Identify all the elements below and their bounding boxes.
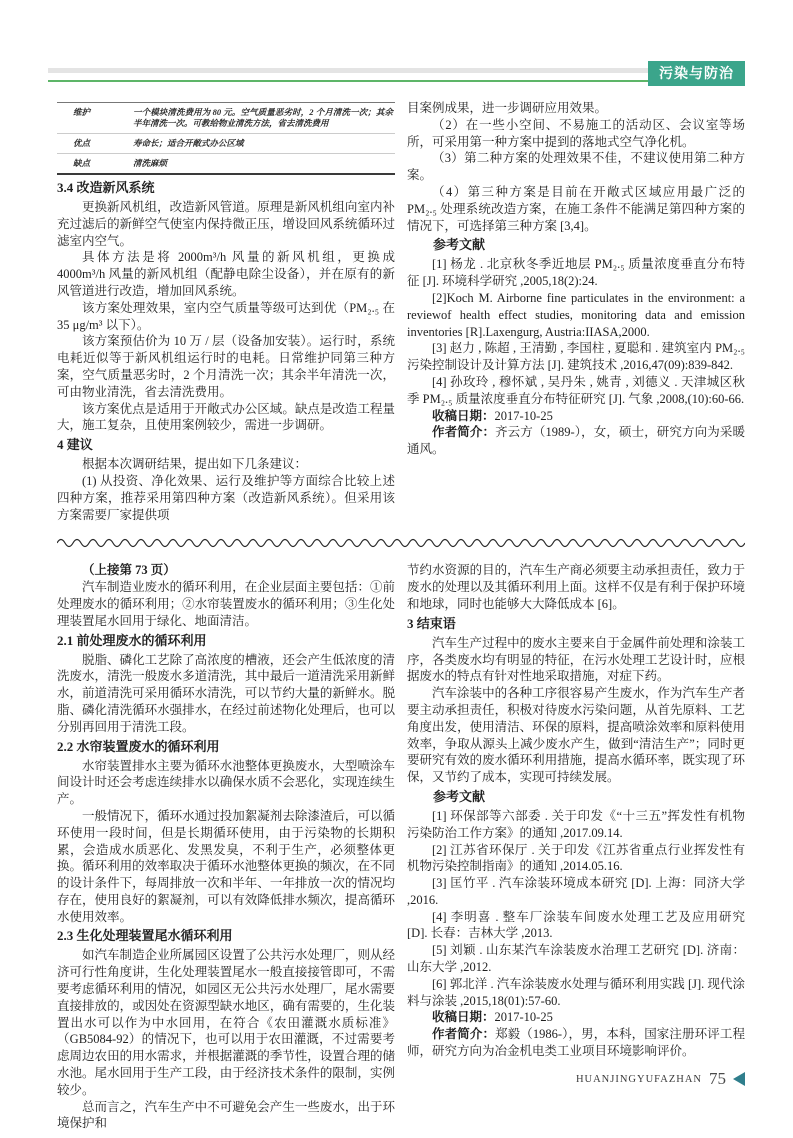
paragraph: 如汽车制造企业所属园区设置了公共污水处理厂，则从经济可行性角度讲，生化处理装置尾水一般直接接管即可，不需要考虑循环利用的情况，如园区无公共污水处理厂，尾水需要直接排放的，或因处在资源型缺水地区，确有需要的，生化装置出水可以作为中水回用，在符合《农田灌溉水质标准》（GB5084-92）的情况下，也可以用于农田灌溉，不过需要考虑周边农田的用水需求，并根据灌溉的季节性，设置合理的储水池。尾水回用于生产工段，由于经济技术条件的限制，实例较少。 <box>57 948 395 1097</box>
article1-columns <box>57 100 745 523</box>
received-date-label: 收稿日期： <box>432 408 495 423</box>
paragraph: 汽车制造业废水的循环利用，在企业层面主要包括：①前处理废水的循环利用；②水帘装置废水的循环利用；③生化处理装置尾水回用于绿化、地面清洁。 <box>57 580 395 628</box>
section-heading-3-4: 3.4 改造新风系统 <box>57 180 155 195</box>
paragraph: （3）第二种方案的处理效果不佳，不建议使用第二种方案。 <box>407 151 745 183</box>
paragraph: 根据本次调研结果，提出如下几条建议： <box>82 457 308 472</box>
table-row-text: 寿命长；适合开敞式办公区域 <box>133 134 395 154</box>
table-row-text: 清洗麻烦 <box>133 154 395 175</box>
table-row-label: 缺点 <box>57 154 133 175</box>
paragraph: 水帘装置排水主要为循环水池整体更换废水，大型喷涂车间设计时还会考虑连续排水以确保水质不会恶化，实现连续生产。 <box>57 758 395 807</box>
author-bio-label: 作者简介： <box>432 425 496 440</box>
paragraph: 一般情况下，循环水通过投加絮凝剂去除漆渣后，可以循环使用一段时间，但是长期循环使用，由于污染物的长期积累，会造成水质恶化、发黑发臭，不利于生产，必须整体更换。循环利用的效率取决于循环水池整体更换的频次，在不同的设计条件下，每周排放一次和半年、一年排放一次的情况均存在，使用良好的絮凝剂，可以有效降低排水频次，提高循环水使用效率。 <box>57 808 395 924</box>
wavy-divider-path <box>57 540 745 547</box>
reference-item: [5] 刘颖 . 山东某汽车涂装废水治理工艺研究 [D]. 济南：山东大学 ,2012. <box>407 943 745 975</box>
paragraph: 该方案预估价为 10 万 / 层（设备加安装）。运行时，系统电耗近似等于新风机组运行时的电耗。日常维护同第三种方案，空气质量恶劣时，2 个月清洗一次；其余半年清洗一次，可由物业清洗，省去清洗费用。 <box>57 334 395 399</box>
article1-left-column <box>57 100 395 523</box>
article2-columns <box>57 562 745 1132</box>
author-bio-value: 齐云方（1989-），女，硕士，研究方向为采暖通风。 <box>407 425 745 457</box>
page-number: 75 <box>709 1069 726 1088</box>
received-date-value: 2017-10-25 <box>494 408 553 423</box>
scheme-comparison-table <box>57 102 395 175</box>
paragraph: 目案例成果，进一步调研应用效果。 <box>407 101 608 115</box>
received-date-line <box>407 408 745 425</box>
paragraph: 更换新风机组，改造新风管道。原理是新风机组向室内补充过滤后的新鲜空气使室内保持微正压，增设回风系统循环过滤室内空气。 <box>57 200 395 248</box>
references-heading: 参考文献 <box>433 788 486 804</box>
paragraph: （4）第三种方案是目前在开敞式区域应用最广泛的 PM₂.₅ 处理系统改造方案，在施工条件不能满足第四种方案的情况下，可选择第三种方案 [3,4]。 <box>407 184 745 233</box>
page-header <box>57 61 745 87</box>
paragraph: 汽车涂装中的各种工序很容易产生废水，作为汽车生产者要主动承担责任，积极对待废水污染问题，从首先原料、工艺角度出发，使用清洁、环保的原料，提高喷涂效率和原料使用效率，争取从源头上减少废水产生，做到“清洁生产”；同时更要研究有效的废水循环利用措施，提高水循环率，既实现了环保，又节约了成本，实现可持续发展。 <box>407 686 745 785</box>
reference-item: [4] 李明喜 . 整车厂涂装车间废水处理工艺及应用研究 [D]. 长春：吉林大学 ,2013. <box>407 909 745 941</box>
paragraph: 该方案处理效果，室内空气质量等级可达到优（PM₂.₅ 在 35 μg/m³ 以下）。 <box>57 300 395 332</box>
reference-item: [6] 郭北洋 . 汽车涂装废水处理与循环利用实践 [J]. 现代涂料与涂装 ,2015,18(01):57-60. <box>407 976 745 1008</box>
author-bio-line <box>407 1026 745 1060</box>
paragraph: 脱脂、磷化工艺除了高浓度的槽液，还会产生低浓度的清洗废水，清洗一般废水多道清洗，其中最后一道清洗采用新鲜水，前道清洗可采用循环水清洗，可以节约大量的新鲜水。脱脂、磷化清洗循环水强排水，在经过前述物化处理后，也可以分别再回用于清洗工段。 <box>57 652 395 734</box>
reference-item: [1] 杨龙 . 北京秋冬季近地层 PM₂.₅ 质量浓度垂直分布特征 [J]. 环境科学研究 ,2005,18(2):24. <box>407 257 745 289</box>
paragraph: 该方案优点是适用于开敞式办公区域。缺点是改造工程量大，施工复杂，且使用案例较少，需进一步调研。 <box>57 401 395 433</box>
references-heading: 参考文献 <box>433 237 486 253</box>
reference-item: [4] 孙玫玲 , 穆怀斌 , 吴丹朱 , 姚青 , 刘德义 . 天津城区秋季 PM₂.₅ 质量浓度垂直分布特征研究 [J]. 气象 ,2008,(10):60-66. <box>407 374 745 406</box>
article1-right-column <box>407 100 745 523</box>
table-row <box>57 103 395 134</box>
paragraph: 具体方法是将 2000m³/h 风量的新风机组，更换成 4000m³/h 风量的新风机组（配静电除尘设备），并在原有的新风管道进行改造，增加回风系统。 <box>57 250 395 298</box>
table-row-label: 优点 <box>57 134 133 154</box>
received-date-value: 2017-10-25 <box>494 1010 553 1025</box>
author-bio-label: 作者简介： <box>432 1027 496 1042</box>
left-triangle-icon <box>733 1072 745 1086</box>
paragraph: 节约水资源的目的，汽车生产商必须要主动承担责任，致力于废水的处理以及其循环利用上面。这样不仅是有利于保护环境和地球，同时也能够大大降低成本 [6]。 <box>407 563 745 611</box>
section-heading-4: 4 建议 <box>57 437 93 453</box>
reference-item: [2]Koch M. Airborne fine particulates in the environment: a reviewof health effect studies, monitoring data and emission inventories [R].Laxengurg, Austria:IIASA,2000. <box>407 290 745 339</box>
table-row <box>57 134 395 154</box>
received-date-label: 收稿日期： <box>432 1010 495 1025</box>
header-rule-green <box>48 80 661 82</box>
wavy-divider <box>57 537 745 549</box>
paragraph: （2）在一些小空间、不易施工的活动区、会议室等场所，可采用第一种方案中提到的落地式空气净化机。 <box>407 117 745 149</box>
paragraph: 总而言之，汽车生产中不可避免会产生一些废水，出于环境保护和 <box>57 1099 395 1131</box>
author-bio-value: 郑毅（1986-），男，本科，国家注册环评工程师，研究方向为冶金机电类工业项目环境影响评价。 <box>407 1027 745 1059</box>
header-rule-gray <box>48 68 661 73</box>
article2-right-column <box>407 562 745 1132</box>
journal-name: HUANJINGYUFAZHAN <box>575 1073 702 1085</box>
section-heading-3: 3 结束语 <box>407 615 456 631</box>
paragraph: 汽车生产过程中的废水主要来自于金属件前处理和涂装工序，各类废水均有明显的特征，在污水处理工艺设计时，应根据废水的特点有针对性地采取措施，对症下药。 <box>407 635 745 684</box>
section-badge: 污染与防治 <box>648 61 745 86</box>
table-row-label: 维护 <box>73 107 91 117</box>
reference-item: [1] 环保部等六部委 . 关于印发《“十三五”挥发性有机物污染防治工作方案》的通知 ,2017.09.14. <box>407 808 745 840</box>
paragraph: (1) 从投资、净化效果、运行及维护等方面综合比较上述四种方案，推荐采用第四种方案（改造新风系统）。但采用该方案需要厂家提供项 <box>57 473 395 522</box>
page-footer <box>576 1069 745 1089</box>
received-date-line <box>407 1009 745 1026</box>
continued-from-note: （上接第 73 页） <box>82 563 176 578</box>
table-row-text: 一个模块清洗费用为 80 元。空气质量恶劣时，2 个月清洗一次；其余半年清洗一次。可教给物业清洗方法，省去清洗费用 <box>133 107 393 128</box>
section-heading-2-2: 2.2 水帘装置废水的循环利用 <box>57 738 220 754</box>
reference-item: [3] 赵力 , 陈超 , 王清勤 , 李国柱 , 夏聪和 . 建筑室内 PM₂.₅ 污染控制设计及计算方法 [J]. 建筑技术 ,2016,47(09):839-842. <box>407 341 745 373</box>
author-bio-line <box>407 424 745 458</box>
reference-item: [3] 匡竹平 . 汽车涂装环境成本研究 [D]. 上海：同济大学 ,2016. <box>407 876 745 907</box>
table-row <box>57 154 395 175</box>
journal-page <box>0 61 793 1132</box>
reference-item: [2] 江苏省环保厅 . 关于印发《江苏省重点行业挥发性有机物污染控制指南》的通知 ,2014.05.16. <box>407 842 745 874</box>
section-heading-2-1: 2.1 前处理废水的循环利用 <box>57 632 207 648</box>
section-heading-2-3: 2.3 生化处理装置尾水循环利用 <box>57 928 233 944</box>
article2-left-column <box>57 562 395 1132</box>
